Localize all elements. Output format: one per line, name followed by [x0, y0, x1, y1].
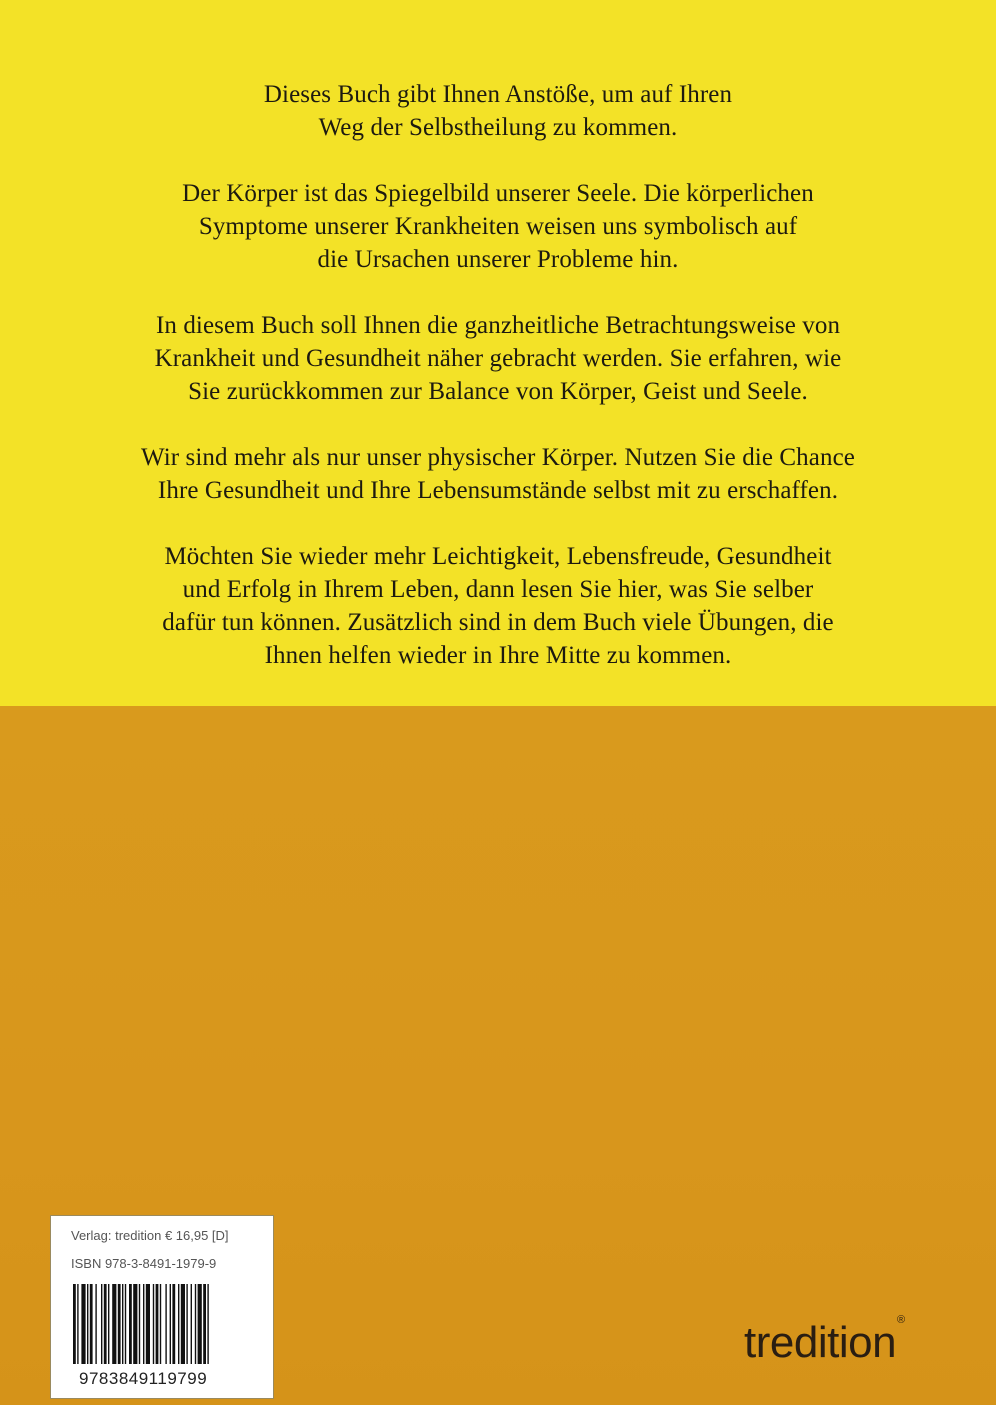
logo-text: tredition — [744, 1318, 897, 1367]
publisher-logo — [744, 1314, 905, 1368]
blurb-line: Ihnen helfen wieder in Ihre Mitte zu kommen. — [264, 642, 732, 669]
barcode-icon — [73, 1284, 253, 1364]
blurb-line: Wir sind mehr als nur unser physischer Körper. Nutzen Sie die Chance — [141, 444, 855, 471]
blurb-text — [40, 78, 956, 705]
publisher-price-line: Verlag: tredition € 16,95 [D] — [71, 1228, 229, 1243]
blurb-line: und Erfolg in Ihrem Leben, dann lesen Sie hier, was Sie selber — [182, 576, 814, 603]
blurb-line: Symptome unserer Krankheiten weisen uns symbolisch auf — [198, 213, 798, 240]
blurb-line: In diesem Buch soll Ihnen die ganzheitliche Betrachtungsweise von — [155, 312, 841, 339]
blurb-line: Weg der Selbstheilung zu kommen. — [318, 114, 678, 141]
blurb-line: Dieses Buch gibt Ihnen Anstöße, um auf Ihren — [263, 81, 733, 108]
blurb-paragraph — [40, 177, 956, 276]
blurb-line: Der Körper ist das Spiegelbild unserer Seele. Die körperlichen — [182, 180, 814, 207]
blurb-line: Möchten Sie wieder mehr Leichtigkeit, Lebensfreude, Gesundheit — [164, 543, 832, 570]
blurb-line: dafür tun können. Zusätzlich sind in dem Buch viele Übungen, die — [162, 609, 834, 636]
blurb-line: Krankheit und Gesundheit näher gebracht werden. Sie erfahren, wie — [154, 345, 842, 372]
registered-mark: ® — [897, 1314, 905, 1327]
blurb-line: Sie zurückkommen zur Balance von Körper, Geist und Seele. — [188, 378, 808, 405]
barcode-number: 9783849119799 — [79, 1369, 208, 1388]
isbn-line: ISBN 978-3-8491-1979-9 — [71, 1256, 217, 1271]
blurb-line: Ihre Gesundheit und Ihre Lebensumstände selbst mit zu erschaffen. — [157, 477, 839, 504]
blurb-paragraph — [40, 78, 956, 144]
blurb-paragraph — [40, 540, 956, 672]
blurb-paragraph — [40, 309, 956, 408]
isbn-barcode-label — [50, 1215, 274, 1399]
blurb-paragraph — [40, 441, 956, 507]
blurb-line: die Ursachen unserer Probleme hin. — [317, 246, 679, 273]
